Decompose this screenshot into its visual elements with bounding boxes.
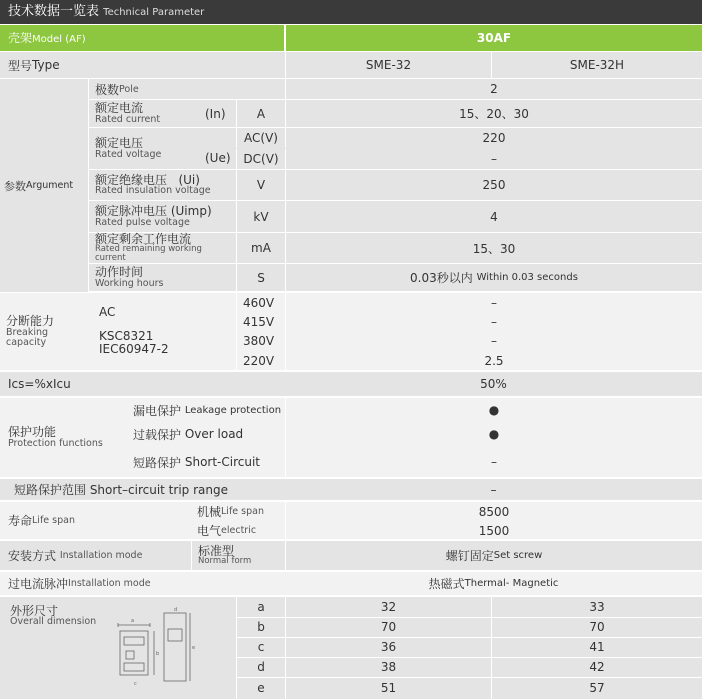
- drawing-label-d: d: [174, 607, 178, 613]
- impulse-zh: 额定脉冲电压: [95, 204, 168, 219]
- life-span-row: [0, 502, 702, 540]
- argument-zh: 参数: [4, 179, 26, 193]
- rated-voltage-symbol: (Ue): [205, 150, 231, 165]
- rated-voltage-unit-ac: AC(V): [236, 128, 285, 148]
- frame-value-cell: [286, 25, 702, 51]
- rated-voltage-en: Rated voltage: [95, 148, 162, 160]
- pole-label: [95, 79, 295, 99]
- model-a: SME-32: [285, 52, 491, 78]
- install-value: [285, 541, 702, 570]
- dim-e-model-a: 51: [285, 677, 491, 699]
- dim-d-model-a: 38: [285, 657, 491, 677]
- overcurrent-label: [8, 572, 278, 595]
- drawing-label-e: e: [192, 645, 196, 651]
- overcurrent-en: Installation mode: [68, 578, 151, 589]
- dim-e-model-b: 57: [491, 677, 702, 699]
- impulse-row: [89, 201, 702, 233]
- breaking-v-220: 220V: [236, 350, 285, 371]
- dim-c-model-b: 41: [491, 637, 702, 657]
- breaking-v-460: 460V: [236, 293, 285, 312]
- breaker-dimension-drawing: [116, 607, 196, 692]
- rated-current-value: 15、20、30: [285, 100, 702, 127]
- frame-label-en: Model (AF): [32, 34, 86, 45]
- install-en: Installation mode: [59, 550, 143, 561]
- pole-row: [89, 79, 702, 100]
- impulse-unit: kV: [236, 201, 285, 232]
- model-label: [8, 52, 278, 78]
- impulse-value: 4: [285, 201, 702, 232]
- argument-label: [0, 79, 88, 292]
- breaking-std2: IEC60947-2: [99, 342, 169, 357]
- dim-a-model-a: 32: [285, 597, 491, 617]
- dim-key-d: d: [236, 657, 285, 677]
- dim-b-model-a: 70: [285, 617, 491, 637]
- rated-current-en: Rated current: [95, 113, 161, 125]
- impulse-label: [95, 201, 235, 232]
- dim-a-model-b: 33: [491, 597, 702, 617]
- install-label: [8, 541, 193, 570]
- insulation-label: [95, 170, 235, 200]
- install-zh: 安装方式: [8, 549, 57, 563]
- mech-en: Life span: [221, 506, 264, 517]
- install-type-en: Normal form: [198, 556, 252, 567]
- pole-zh: 极数: [95, 82, 120, 97]
- breaking-val-220: 2.5: [285, 350, 702, 371]
- life-zh: 寿命: [8, 514, 33, 528]
- trip-range-value: –: [490, 482, 497, 497]
- drawing-label-a: a: [131, 618, 135, 624]
- dim-key-c: c: [236, 637, 285, 657]
- frame-label-cell: [0, 25, 284, 51]
- model-label-zh: 型号: [8, 58, 33, 73]
- protection-en: Protection functions: [8, 437, 103, 449]
- residual-value: 15、30: [285, 233, 702, 263]
- dim-c-model-a: 36: [285, 637, 491, 657]
- life-en: Life span: [32, 515, 75, 526]
- install-row: [0, 541, 702, 571]
- breaking-label: [6, 293, 90, 370]
- insulation-zh: 额定绝缘电压: [95, 172, 168, 187]
- impulse-symbol: (Uimp): [170, 204, 212, 219]
- title-bar: [0, 0, 702, 24]
- action-time-value-zh: 0.03秒以内: [410, 271, 473, 285]
- trip-range-row: [0, 479, 702, 501]
- mechanical-value: 8500: [285, 502, 702, 521]
- rated-current-zh: 额定电流: [95, 101, 144, 116]
- breaking-en2: capacity: [6, 336, 47, 348]
- ics-row: [0, 372, 702, 397]
- overload-label: [133, 422, 283, 446]
- leakage-label: [133, 398, 283, 422]
- action-time-row: [89, 264, 702, 292]
- overcurrent-value: [285, 572, 702, 595]
- ics-value: 50%: [480, 377, 507, 391]
- breaking-row: [0, 293, 702, 371]
- elec-en: electric: [221, 525, 257, 536]
- overload-value: ●: [285, 422, 702, 446]
- insulation-value: 250: [285, 170, 702, 200]
- action-time-en: Working hours: [95, 277, 164, 289]
- insulation-en: Rated insulation voltage: [95, 185, 211, 197]
- insulation-row: [89, 170, 702, 201]
- short-circuit-label: [133, 446, 283, 478]
- dim-key-e: e: [236, 677, 285, 699]
- mechanical-label: [197, 502, 287, 521]
- rated-current-row: [89, 100, 702, 128]
- dim-key-a: a: [236, 597, 285, 617]
- overcurrent-value-zh: 热磁式: [428, 577, 465, 591]
- rated-voltage-ac-value: 220: [285, 128, 702, 148]
- overload-zh: 过载保护: [133, 427, 182, 442]
- dimension-row: [0, 597, 702, 699]
- overcurrent-row: [0, 572, 702, 596]
- protection-row: [0, 398, 702, 478]
- residual-en: Rated remaining working current: [95, 244, 202, 264]
- breaking-en1: Breaking: [6, 326, 49, 338]
- protection-zh: 保护功能: [8, 425, 57, 440]
- breaking-zh: 分断能力: [6, 314, 55, 329]
- drawing-label-b: b: [156, 651, 160, 657]
- dimension-label: [10, 601, 110, 631]
- rated-current-unit: A: [236, 100, 285, 127]
- action-time-value: [285, 264, 702, 291]
- overcurrent-zh: 过电流脉冲: [8, 577, 69, 591]
- protection-label: [8, 398, 128, 477]
- residual-unit: mA: [236, 233, 285, 263]
- title-zh: 技术数据一览表: [8, 4, 100, 19]
- dimension-en: Overall dimension: [10, 616, 97, 628]
- ics-label: Ics=%xIcu: [8, 377, 71, 391]
- breaking-ac: AC: [99, 304, 116, 319]
- pole-value: 2: [285, 79, 702, 99]
- life-span-label: [8, 502, 158, 539]
- model-row: [0, 52, 702, 79]
- model-b: SME-32H: [491, 52, 702, 78]
- drawing-label-c: c: [134, 681, 137, 687]
- breaking-v-380: 380V: [236, 331, 285, 350]
- rated-current-label: [95, 100, 200, 127]
- breaking-std1: KSC8321: [99, 328, 154, 343]
- install-value-zh: 螺钉固定: [445, 549, 494, 563]
- action-time-value-en: Within 0.03 seconds: [476, 272, 578, 283]
- short-circuit-zh: 短路保护: [133, 455, 182, 470]
- rated-voltage-zh: 额定电压: [95, 136, 144, 151]
- breaking-v-415: 415V: [236, 312, 285, 331]
- breaking-val-380: –: [285, 331, 702, 350]
- leakage-en: Leakage protection: [184, 404, 282, 416]
- residual-row: [89, 233, 702, 264]
- overcurrent-value-en: Thermal- Magnetic: [464, 578, 559, 589]
- insulation-unit: V: [236, 170, 285, 200]
- dimension-zh: 外形尺寸: [10, 603, 59, 618]
- rated-voltage-unit-dc: DC(V): [236, 149, 285, 169]
- mech-zh: 机械: [197, 505, 222, 519]
- dim-key-b: b: [236, 617, 285, 637]
- argument-en: Argument: [26, 180, 74, 191]
- rated-voltage-label: [95, 128, 200, 169]
- frame-label-zh: 壳架: [8, 31, 33, 45]
- residual-zh: 额定剩余工作电流: [95, 231, 192, 246]
- leakage-zh: 漏电保护: [133, 403, 182, 418]
- model-label-en: Type: [32, 58, 60, 72]
- frame-value: 30AF: [476, 31, 512, 45]
- install-type-zh: 标准型: [198, 543, 235, 558]
- breaking-val-460: –: [285, 293, 702, 312]
- elec-zh: 电气: [197, 524, 222, 538]
- breaking-standard: [99, 293, 239, 370]
- action-time-zh: 动作时间: [95, 265, 144, 280]
- breaking-val-415: –: [285, 312, 702, 331]
- trip-range-label: 短路保护范围 Short–circuit trip range: [14, 483, 228, 497]
- electric-value: 1500: [285, 521, 702, 540]
- short-circuit-value: –: [285, 446, 702, 478]
- rated-voltage-dc-value: –: [285, 149, 702, 169]
- insulation-symbol: (Ui): [178, 172, 200, 187]
- action-time-label: [95, 264, 235, 291]
- overload-en: Over load: [184, 427, 244, 441]
- rated-current-symbol: (In): [205, 106, 226, 121]
- install-type: [191, 541, 285, 570]
- install-value-en: Set screw: [493, 550, 543, 561]
- pole-en: Pole: [119, 83, 139, 95]
- electric-label: [197, 521, 287, 540]
- action-time-unit: S: [236, 264, 285, 291]
- dim-b-model-b: 70: [491, 617, 702, 637]
- rated-voltage-row: [89, 128, 702, 170]
- short-circuit-en: Short-Circuit: [184, 455, 261, 469]
- title-en: Technical Parameter: [103, 7, 205, 18]
- residual-label: [95, 233, 235, 263]
- dim-d-model-b: 42: [491, 657, 702, 677]
- impulse-en: Rated pulse voltage: [95, 216, 190, 228]
- leakage-value: ●: [285, 398, 702, 422]
